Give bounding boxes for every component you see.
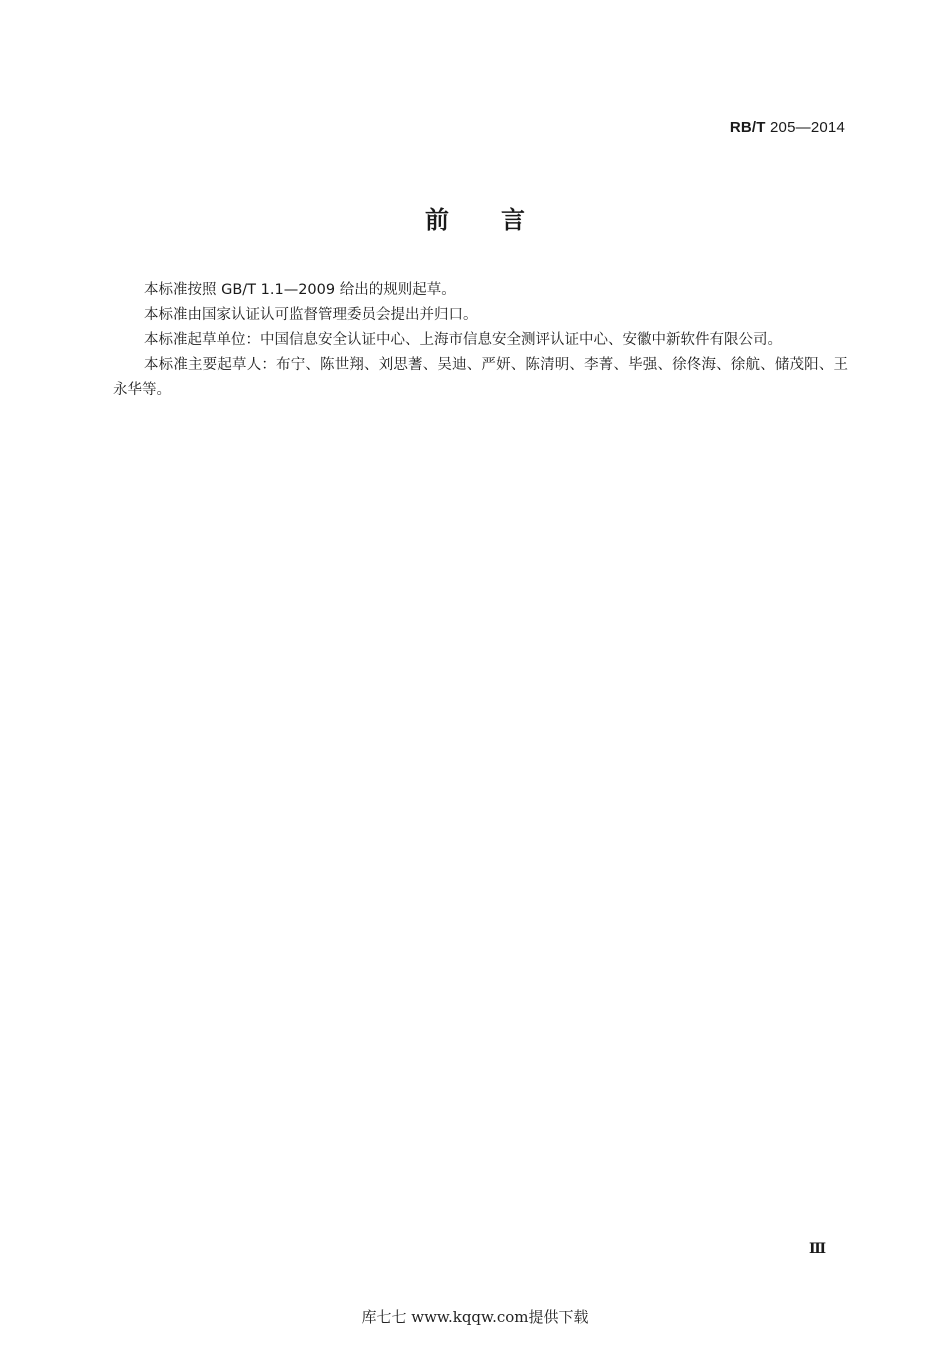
standard-number: 205—2014: [770, 119, 845, 136]
paragraph-drafting-rules: 本标准按照 GB/T 1.1—2009 给出的规则起草。: [144, 282, 456, 298]
paragraph-drafters: 本标准主要起草人：布宁、陈世翔、刘思蓍、吴迪、严妍、陈清明、李菁、毕强、徐佟海、徐航、储茂阳、王永华等。: [113, 357, 848, 398]
paragraph-proposer: 本标准由国家认证认可监督管理委员会提出并归口。: [144, 307, 478, 323]
page-title: 前言: [425, 206, 577, 234]
standard-prefix: RB/T: [729, 119, 766, 136]
standard-code: [730, 119, 845, 136]
paragraph-drafting-units: 本标准起草单位：中国信息安全认证中心、上海市信息安全测评认证中心、安徽中新软件有限公司。: [144, 332, 782, 348]
download-footer: 库七七 www.kqqw.com提供下载: [361, 1308, 589, 1326]
page-number: Ⅲ: [808, 1241, 826, 1257]
foreword-body: [113, 278, 848, 403]
